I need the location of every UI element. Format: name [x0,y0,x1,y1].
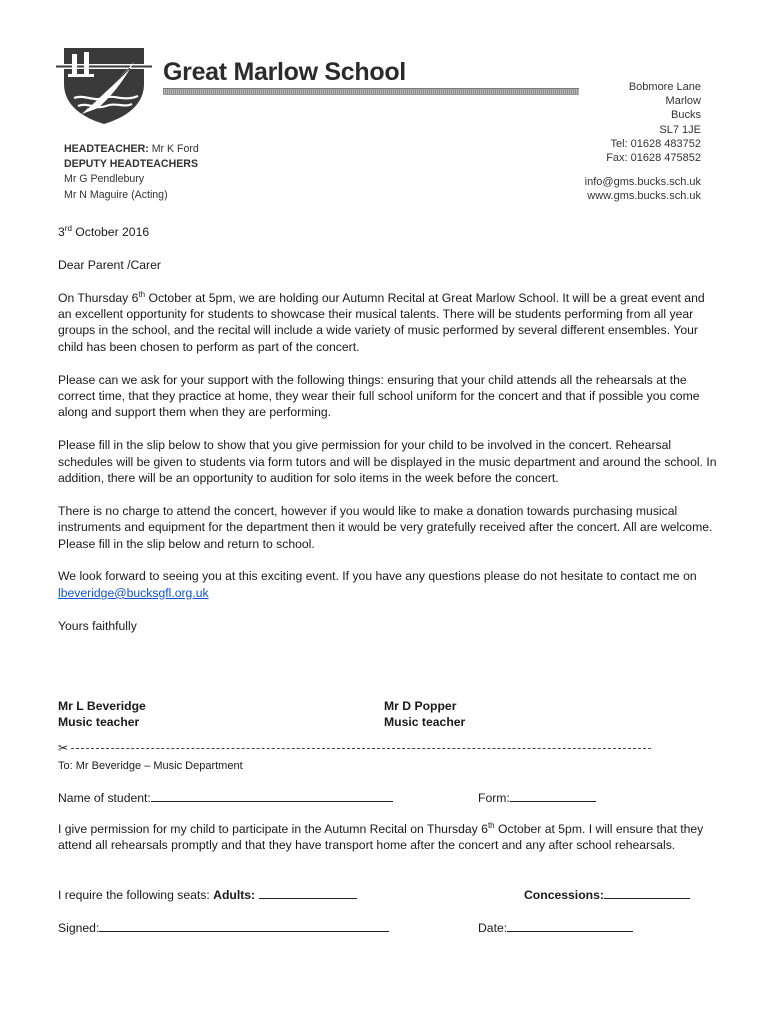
cut-line [58,740,658,756]
address-postcode: SL7 1JE [659,123,701,136]
signed-row [58,919,389,936]
date-field[interactable] [507,919,633,932]
concessions-row [524,886,690,903]
headteacher-name: Mr K Ford [151,143,199,155]
deputy-name-2: Mr N Maguire (Acting) [64,188,168,201]
letter-body [58,224,718,650]
signatory-2-name: Mr D Popper [384,699,457,713]
address-fax: Fax: 01628 475852 [606,152,701,165]
address-tel: Tel: 01628 483752 [610,137,701,150]
paragraph-1: On Thursday 6th October at 5pm, we are holding our Autumn Recital at Great Marlow School. It will be a great event and an excellent opportunity for students to showcase their musical talents. There will be students performing from all year groups in the school, and the recital will include a wide variety of music performed by several different ensembles. Your child has been chosen to perform as part of the concert. [58,289,705,354]
concessions-label: Concessions: [524,888,604,902]
signatory-1 [58,698,146,731]
address-county: Bucks [671,109,701,122]
address-town: Marlow [665,95,701,108]
deputy-name-1: Mr G Pendlebury [64,173,145,186]
address-website: www.gms.bucks.sch.uk [587,190,701,203]
form-row [478,789,596,806]
school-address [585,80,701,204]
form-label: Form: [478,791,510,805]
header-rule [163,88,579,95]
signed-label: Signed: [58,921,100,935]
closing: Yours faithfully [58,618,137,633]
deputy-label: DEPUTY HEADTEACHERS [64,158,199,171]
signed-field[interactable] [99,919,389,932]
address-street: Bobmore Lane [628,81,701,93]
signatory-1-role: Music teacher [58,715,140,730]
date-row [478,919,633,936]
concessions-field[interactable] [604,886,690,899]
paragraph-3: Please fill in the slip below to show that you give permission for your child to be involved in the concert. Rehearsal schedules will be given to students via form tutors and will be displayed in the music department and around the school. In addition, there will be an opportunity to audition for solo items in the week before the concert. [58,438,717,486]
paragraph-5: We look forward to seeing you at this exciting event. If you have any questions please do not hesitate to contact me on lbeveridge@bucksgfl.org.uk [58,569,697,600]
date-label: Date: [478,921,508,935]
paragraph-4: There is no charge to attend the concert, however if you would like to make a donation towards purchasing musical instruments and equipment for the department then it would be very gratefully received after the concert. All are welcome. Please fill in the slip below and return to school. [58,503,713,551]
student-row [58,789,393,806]
paragraph-2: Please can we ask for your support with the following things: ensuring that your child attends all the rehearsals at the correct time, that they practice at home, they wear their full school uniform for the concert and that if possible you come along and support them when they are performing. [58,372,700,420]
signatory-2-role: Music teacher [384,715,466,730]
form-field[interactable] [510,789,596,802]
school-crest-logo [54,44,154,126]
headteacher-label: HEADTEACHER: [64,143,149,155]
address-email: info@gms.bucks.sch.uk [584,176,701,189]
contact-email-link[interactable]: lbeveridge@bucksgfl.org.uk [58,585,209,600]
seats-row [58,886,357,903]
seats-label: I require the following seats: [58,888,214,902]
staff-list [64,142,199,203]
signatory-2 [384,698,465,731]
student-name-field[interactable] [151,789,393,802]
permission-statement: I give permission for my child to participate in the Autumn Recital on Thursday 6th October at 5pm. I will ensure that they attend all rehearsals promptly and that they have transport home after the concert and any after school rehearsals. [58,820,704,853]
salutation: Dear Parent /Carer [58,257,161,272]
school-name: Great Marlow School [163,58,406,86]
slip-recipient: To: Mr Beveridge – Music Department [58,760,243,772]
scissors-icon: ✂ [58,741,69,755]
signatory-1-name: Mr L Beveridge [58,699,146,713]
adults-field[interactable] [259,886,357,899]
letter-date: 3rd October 2016 [58,223,150,239]
adults-label: Adults: [213,888,256,902]
student-name-label: Name of student: [58,791,151,805]
